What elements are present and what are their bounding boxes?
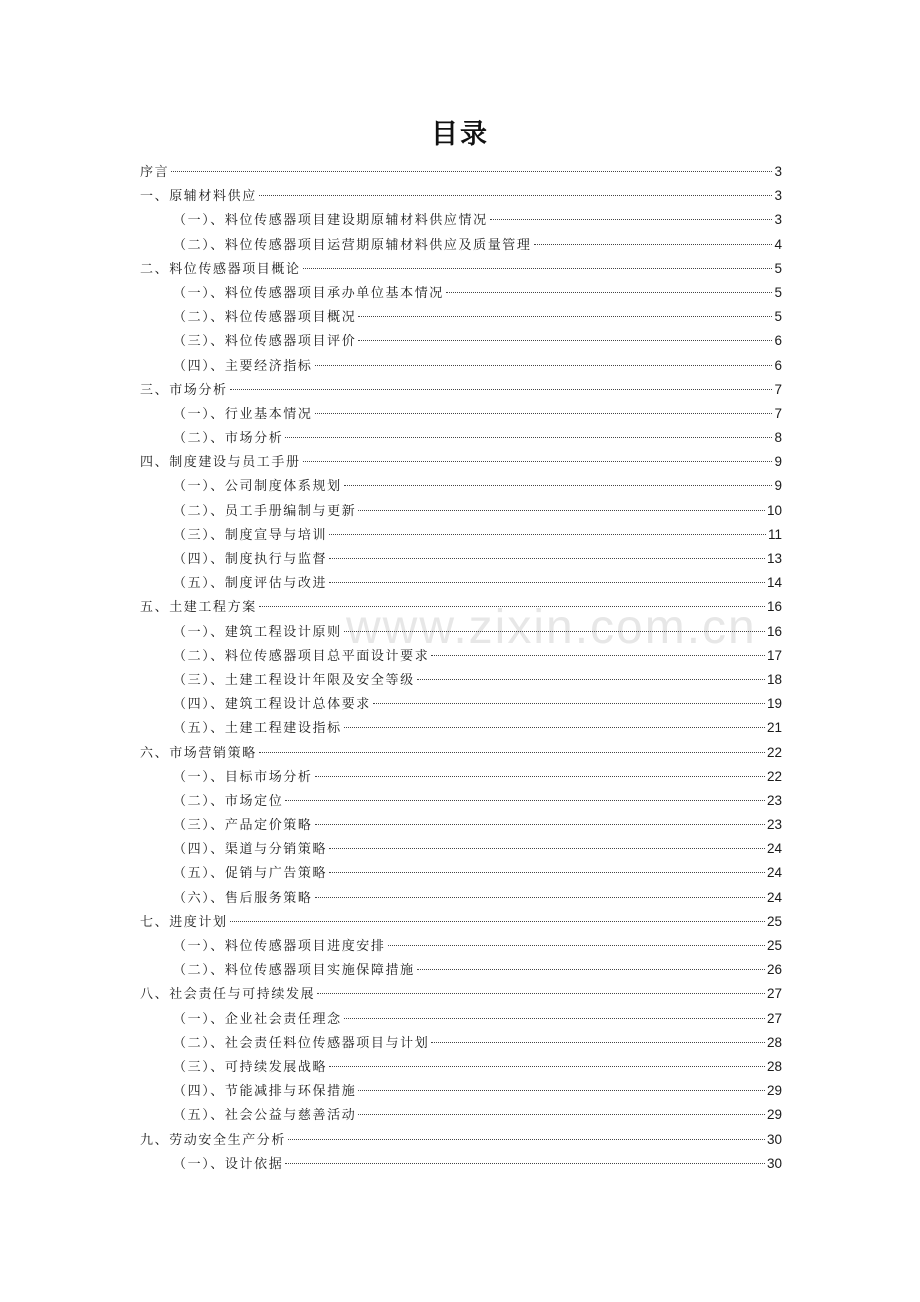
toc-entry-page-number: 25: [766, 938, 782, 953]
toc-entry[interactable]: [140, 1055, 782, 1079]
toc-entry-label: （一）、目标市场分析: [173, 769, 313, 785]
toc-entry-page-number: 3: [774, 212, 782, 228]
toc-entry[interactable]: [140, 765, 782, 789]
toc-entry[interactable]: [140, 281, 782, 305]
dot-leader: [230, 389, 773, 390]
dot-leader: [285, 437, 772, 438]
toc-entry-label: （二）、员工手册编制与更新: [173, 503, 357, 519]
toc-entry[interactable]: [140, 1079, 782, 1103]
toc-entry[interactable]: [140, 474, 782, 498]
toc-entry[interactable]: [140, 378, 782, 402]
dot-leader: [431, 655, 765, 656]
dot-leader: [344, 631, 765, 632]
toc-entry-page-number: 10: [766, 502, 782, 518]
toc-entry-page-number: 18: [766, 671, 782, 687]
dot-leader: [490, 219, 773, 220]
toc-entry-label: 七、进度计划: [140, 914, 228, 930]
toc-entry-page-number: 13: [766, 551, 782, 566]
watermark: www.zixin.com.cn: [346, 601, 757, 654]
dot-leader: [358, 340, 772, 341]
dot-leader: [329, 534, 766, 535]
toc-entry-page-number: 6: [774, 333, 782, 349]
dot-leader: [315, 365, 773, 366]
toc-entry-label: （一）、料位传感器项目建设期原辅材料供应情况: [173, 213, 488, 229]
toc-entry[interactable]: [140, 523, 782, 547]
toc-entry[interactable]: [140, 813, 782, 837]
toc-entry[interactable]: [140, 620, 782, 644]
toc-entry-page-number: 16: [766, 599, 782, 615]
toc-entry[interactable]: [140, 837, 782, 861]
toc-entry-label: （四）、制度执行与监督: [173, 552, 328, 567]
toc-entry-label: （一）、料位传感器项目进度安排: [173, 939, 386, 954]
toc-entry[interactable]: [140, 1031, 782, 1055]
dot-leader: [259, 195, 773, 196]
dot-leader: [315, 776, 765, 777]
toc-entry[interactable]: [140, 789, 782, 813]
toc-entry-page-number: 30: [766, 1155, 782, 1171]
toc-entry-page-number: 24: [766, 889, 782, 905]
toc-entry-page-number: 4: [774, 236, 782, 252]
toc-entry[interactable]: [140, 692, 782, 716]
dot-leader: [344, 727, 765, 728]
toc-entry[interactable]: [140, 741, 782, 765]
toc-entry-label: （三）、产品定价策略: [173, 818, 313, 834]
toc-entry[interactable]: [140, 644, 782, 668]
dot-leader: [230, 921, 765, 922]
toc-entry-page-number: 23: [766, 792, 782, 808]
table-of-contents: [140, 160, 782, 1176]
toc-entry[interactable]: [140, 910, 782, 934]
toc-entry-page-number: 22: [766, 744, 782, 760]
toc-entry-page-number: 28: [766, 1058, 782, 1074]
toc-entry-label: 八、社会责任与可持续发展: [140, 987, 316, 1003]
toc-entry-page-number: 24: [766, 865, 782, 881]
toc-entry[interactable]: [140, 426, 782, 450]
dot-leader: [259, 752, 765, 753]
toc-entry-label: （三）、制度宣导与培训: [173, 527, 328, 543]
dot-leader: [329, 582, 765, 583]
toc-entry[interactable]: [140, 934, 782, 958]
dot-leader: [534, 244, 773, 245]
toc-entry-label: （二）、市场定位: [173, 793, 284, 809]
toc-entry-label: 五、土建工程方案: [140, 600, 257, 616]
dot-leader: [358, 316, 772, 317]
toc-entry-page-number: 26: [766, 962, 782, 978]
toc-entry-page-number: 23: [766, 817, 782, 833]
toc-entry-label: （四）、主要经济指标: [173, 358, 313, 374]
dot-leader: [417, 679, 765, 680]
toc-entry-label: 九、劳动安全生产分析: [140, 1132, 287, 1148]
toc-entry-page-number: 7: [774, 381, 782, 397]
toc-entry-page-number: 8: [774, 430, 782, 446]
toc-entry[interactable]: [140, 354, 782, 378]
toc-entry[interactable]: [140, 499, 782, 523]
dot-leader: [171, 171, 772, 172]
toc-entry[interactable]: [140, 861, 782, 885]
dot-leader: [417, 969, 765, 970]
dot-leader: [329, 872, 765, 873]
toc-entry-page-number: 27: [766, 1010, 782, 1026]
toc-entry[interactable]: [140, 184, 782, 208]
toc-entry[interactable]: [140, 982, 782, 1006]
toc-entry-page-number: 17: [766, 647, 782, 663]
toc-entry[interactable]: [140, 1152, 782, 1176]
toc-entry[interactable]: [140, 208, 782, 232]
toc-entry-page-number: 7: [774, 405, 782, 421]
toc-entry-label: （三）、可持续发展战略: [173, 1059, 328, 1075]
toc-entry-label: （一）、建筑工程设计原则: [173, 624, 342, 640]
dot-leader: [329, 558, 765, 559]
dot-leader: [344, 1018, 765, 1019]
toc-entry[interactable]: [140, 1007, 782, 1031]
toc-entry-label: （一）、设计依据: [173, 1156, 284, 1172]
toc-entry-label: （二）、料位传感器项目运营期原辅材料供应及质量管理: [173, 237, 532, 253]
toc-entry-label: （二）、料位传感器项目总平面设计要求: [173, 648, 430, 664]
toc-entry-page-number: 30: [766, 1131, 782, 1147]
toc-entry-page-number: 27: [766, 986, 782, 1002]
toc-entry-page-number: 21: [766, 720, 782, 736]
toc-entry-page-number: 19: [766, 696, 782, 712]
toc-entry-label: （五）、制度评估与改进: [173, 576, 328, 592]
dot-leader: [315, 897, 765, 898]
dot-leader: [288, 1139, 765, 1140]
toc-entry[interactable]: [140, 329, 782, 353]
toc-entry-page-number: 9: [774, 454, 782, 470]
dot-leader: [315, 413, 773, 414]
toc-entry-label: （二）、社会责任料位传感器项目与计划: [173, 1035, 430, 1051]
dot-leader: [358, 1090, 765, 1091]
toc-entry[interactable]: [140, 402, 782, 426]
toc-entry-label: （二）、料位传感器项目概况: [173, 310, 357, 326]
toc-entry[interactable]: [140, 958, 782, 982]
toc-entry-label: （四）、建筑工程设计总体要求: [173, 697, 371, 713]
toc-entry-page-number: 3: [774, 164, 782, 179]
toc-entry-page-number: 28: [766, 1034, 782, 1050]
toc-entry-page-number: 5: [774, 309, 782, 325]
dot-leader: [285, 800, 765, 801]
toc-entry[interactable]: [140, 305, 782, 329]
toc-entry-page-number: 9: [774, 478, 782, 494]
toc-entry-label: （五）、土建工程建设指标: [173, 721, 342, 737]
dot-leader: [303, 461, 773, 462]
toc-entry[interactable]: [140, 668, 782, 692]
toc-entry-label: （三）、料位传感器项目评价: [173, 334, 357, 350]
toc-entry-label: （一）、企业社会责任理念: [173, 1011, 342, 1027]
toc-entry-label: （四）、渠道与分销策略: [173, 842, 328, 858]
toc-entry-page-number: 24: [766, 841, 782, 857]
toc-entry-label: （一）、公司制度体系规划: [173, 479, 342, 495]
toc-entry-label: （六）、售后服务策略: [173, 890, 313, 906]
toc-entry-label: （二）、市场分析: [173, 431, 284, 447]
toc-entry-label: 一、原辅材料供应: [140, 189, 257, 205]
dot-leader: [303, 268, 773, 269]
toc-entry-page-number: 29: [766, 1083, 782, 1099]
dot-leader: [315, 824, 765, 825]
toc-entry-label: （三）、土建工程设计年限及安全等级: [173, 672, 415, 688]
dot-leader: [329, 1066, 765, 1067]
toc-entry[interactable]: [140, 233, 782, 257]
toc-entry-page-number: 29: [766, 1107, 782, 1123]
dot-leader: [358, 1114, 765, 1115]
dot-leader: [358, 510, 765, 511]
dot-leader: [317, 993, 765, 994]
dot-leader: [344, 485, 773, 486]
toc-entry[interactable]: [140, 547, 782, 571]
toc-entry-label: 六、市场营销策略: [140, 745, 257, 761]
toc-entry[interactable]: [140, 450, 782, 474]
toc-entry-page-number: 3: [774, 188, 782, 204]
toc-entry[interactable]: [140, 1103, 782, 1127]
toc-entry-label: （二）、料位传感器项目实施保障措施: [173, 963, 415, 979]
toc-entry-label: 四、制度建设与员工手册: [140, 455, 301, 471]
toc-entry-page-number: 14: [766, 575, 782, 591]
toc-entry[interactable]: [140, 1128, 782, 1152]
toc-entry[interactable]: [140, 571, 782, 595]
toc-entry-page-number: 22: [766, 768, 782, 784]
toc-entry-label: （五）、促销与广告策略: [173, 866, 328, 882]
toc-entry-page-number: 5: [774, 260, 782, 276]
toc-entry[interactable]: [140, 595, 782, 619]
toc-entry-page-number: 16: [766, 623, 782, 639]
toc-entry[interactable]: [140, 257, 782, 281]
dot-leader: [373, 703, 765, 704]
toc-entry[interactable]: [140, 886, 782, 910]
toc-entry-label: 三、市场分析: [140, 382, 228, 398]
toc-entry-page-number: 5: [774, 284, 782, 300]
page-title: 目录: [431, 119, 489, 150]
toc-entry[interactable]: [140, 160, 782, 184]
toc-entry-page-number: 25: [766, 913, 782, 929]
toc-entry-label: （一）、料位传感器项目承办单位基本情况: [173, 285, 444, 301]
toc-entry-page-number: 11: [767, 526, 782, 542]
dot-leader: [431, 1042, 765, 1043]
toc-entry-label: 序言: [140, 165, 170, 180]
toc-entry-label: （四）、节能减排与环保措施: [173, 1084, 357, 1100]
dot-leader: [329, 848, 765, 849]
dot-leader: [388, 945, 765, 946]
toc-entry-page-number: 6: [774, 357, 782, 373]
toc-entry-label: （一）、行业基本情况: [173, 406, 313, 422]
dot-leader: [259, 606, 765, 607]
toc-entry[interactable]: [140, 716, 782, 740]
dot-leader: [285, 1163, 765, 1164]
dot-leader: [446, 292, 773, 293]
toc-entry-label: （五）、社会公益与慈善活动: [173, 1108, 357, 1124]
toc-entry-label: 二、料位传感器项目概论: [140, 261, 301, 277]
